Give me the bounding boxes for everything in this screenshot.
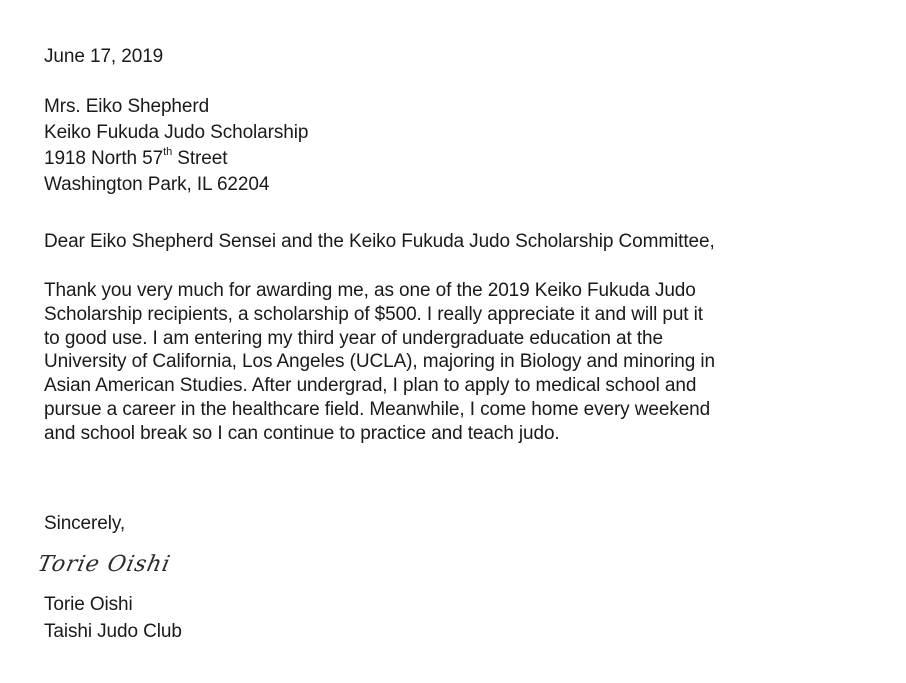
body-line: Scholarship recipients, a scholarship of $500. I really appreciate it and will put it [44,303,703,325]
body-line: and school break so I can continue to practice and teach judo. [44,422,560,444]
street-number: 1918 North 57 [44,148,164,169]
recipient-name: Mrs. Eiko Shepherd [44,96,210,117]
closing: Sincerely, [44,513,126,534]
sender-name: Torie Oishi [44,594,133,615]
recipient-city: Washington Park, IL 62204 [44,174,270,195]
body-paragraph [44,279,715,446]
sender-club: Taishi Judo Club [44,621,182,642]
recipient-organization: Keiko Fukuda Judo Scholarship [44,122,309,143]
body-line: University of California, Los Angeles (UCLA), majoring in Biology and minoring in [44,351,715,373]
body-line: Asian American Studies. After undergrad, I plan to apply to medical school and [44,375,697,397]
letter-date: June 17, 2019 [44,46,164,67]
recipient-address [44,95,308,199]
body-line: to good use. I am entering my third year of undergraduate education at the [44,327,663,349]
body-line: Thank you very much for awarding me, as one of the 2019 Keiko Fukuda Judo [44,280,696,301]
street-ordinal: th [163,145,173,158]
street-name: Street [172,148,228,169]
salutation: Dear Eiko Shepherd Sensei and the Keiko Fukuda Judo Scholarship Committee, [44,231,715,252]
recipient-street [44,147,308,173]
handwritten-signature: Torie Oishi [35,552,174,577]
body-line: pursue a career in the healthcare field. Meanwhile, I come home every weekend [44,398,711,420]
